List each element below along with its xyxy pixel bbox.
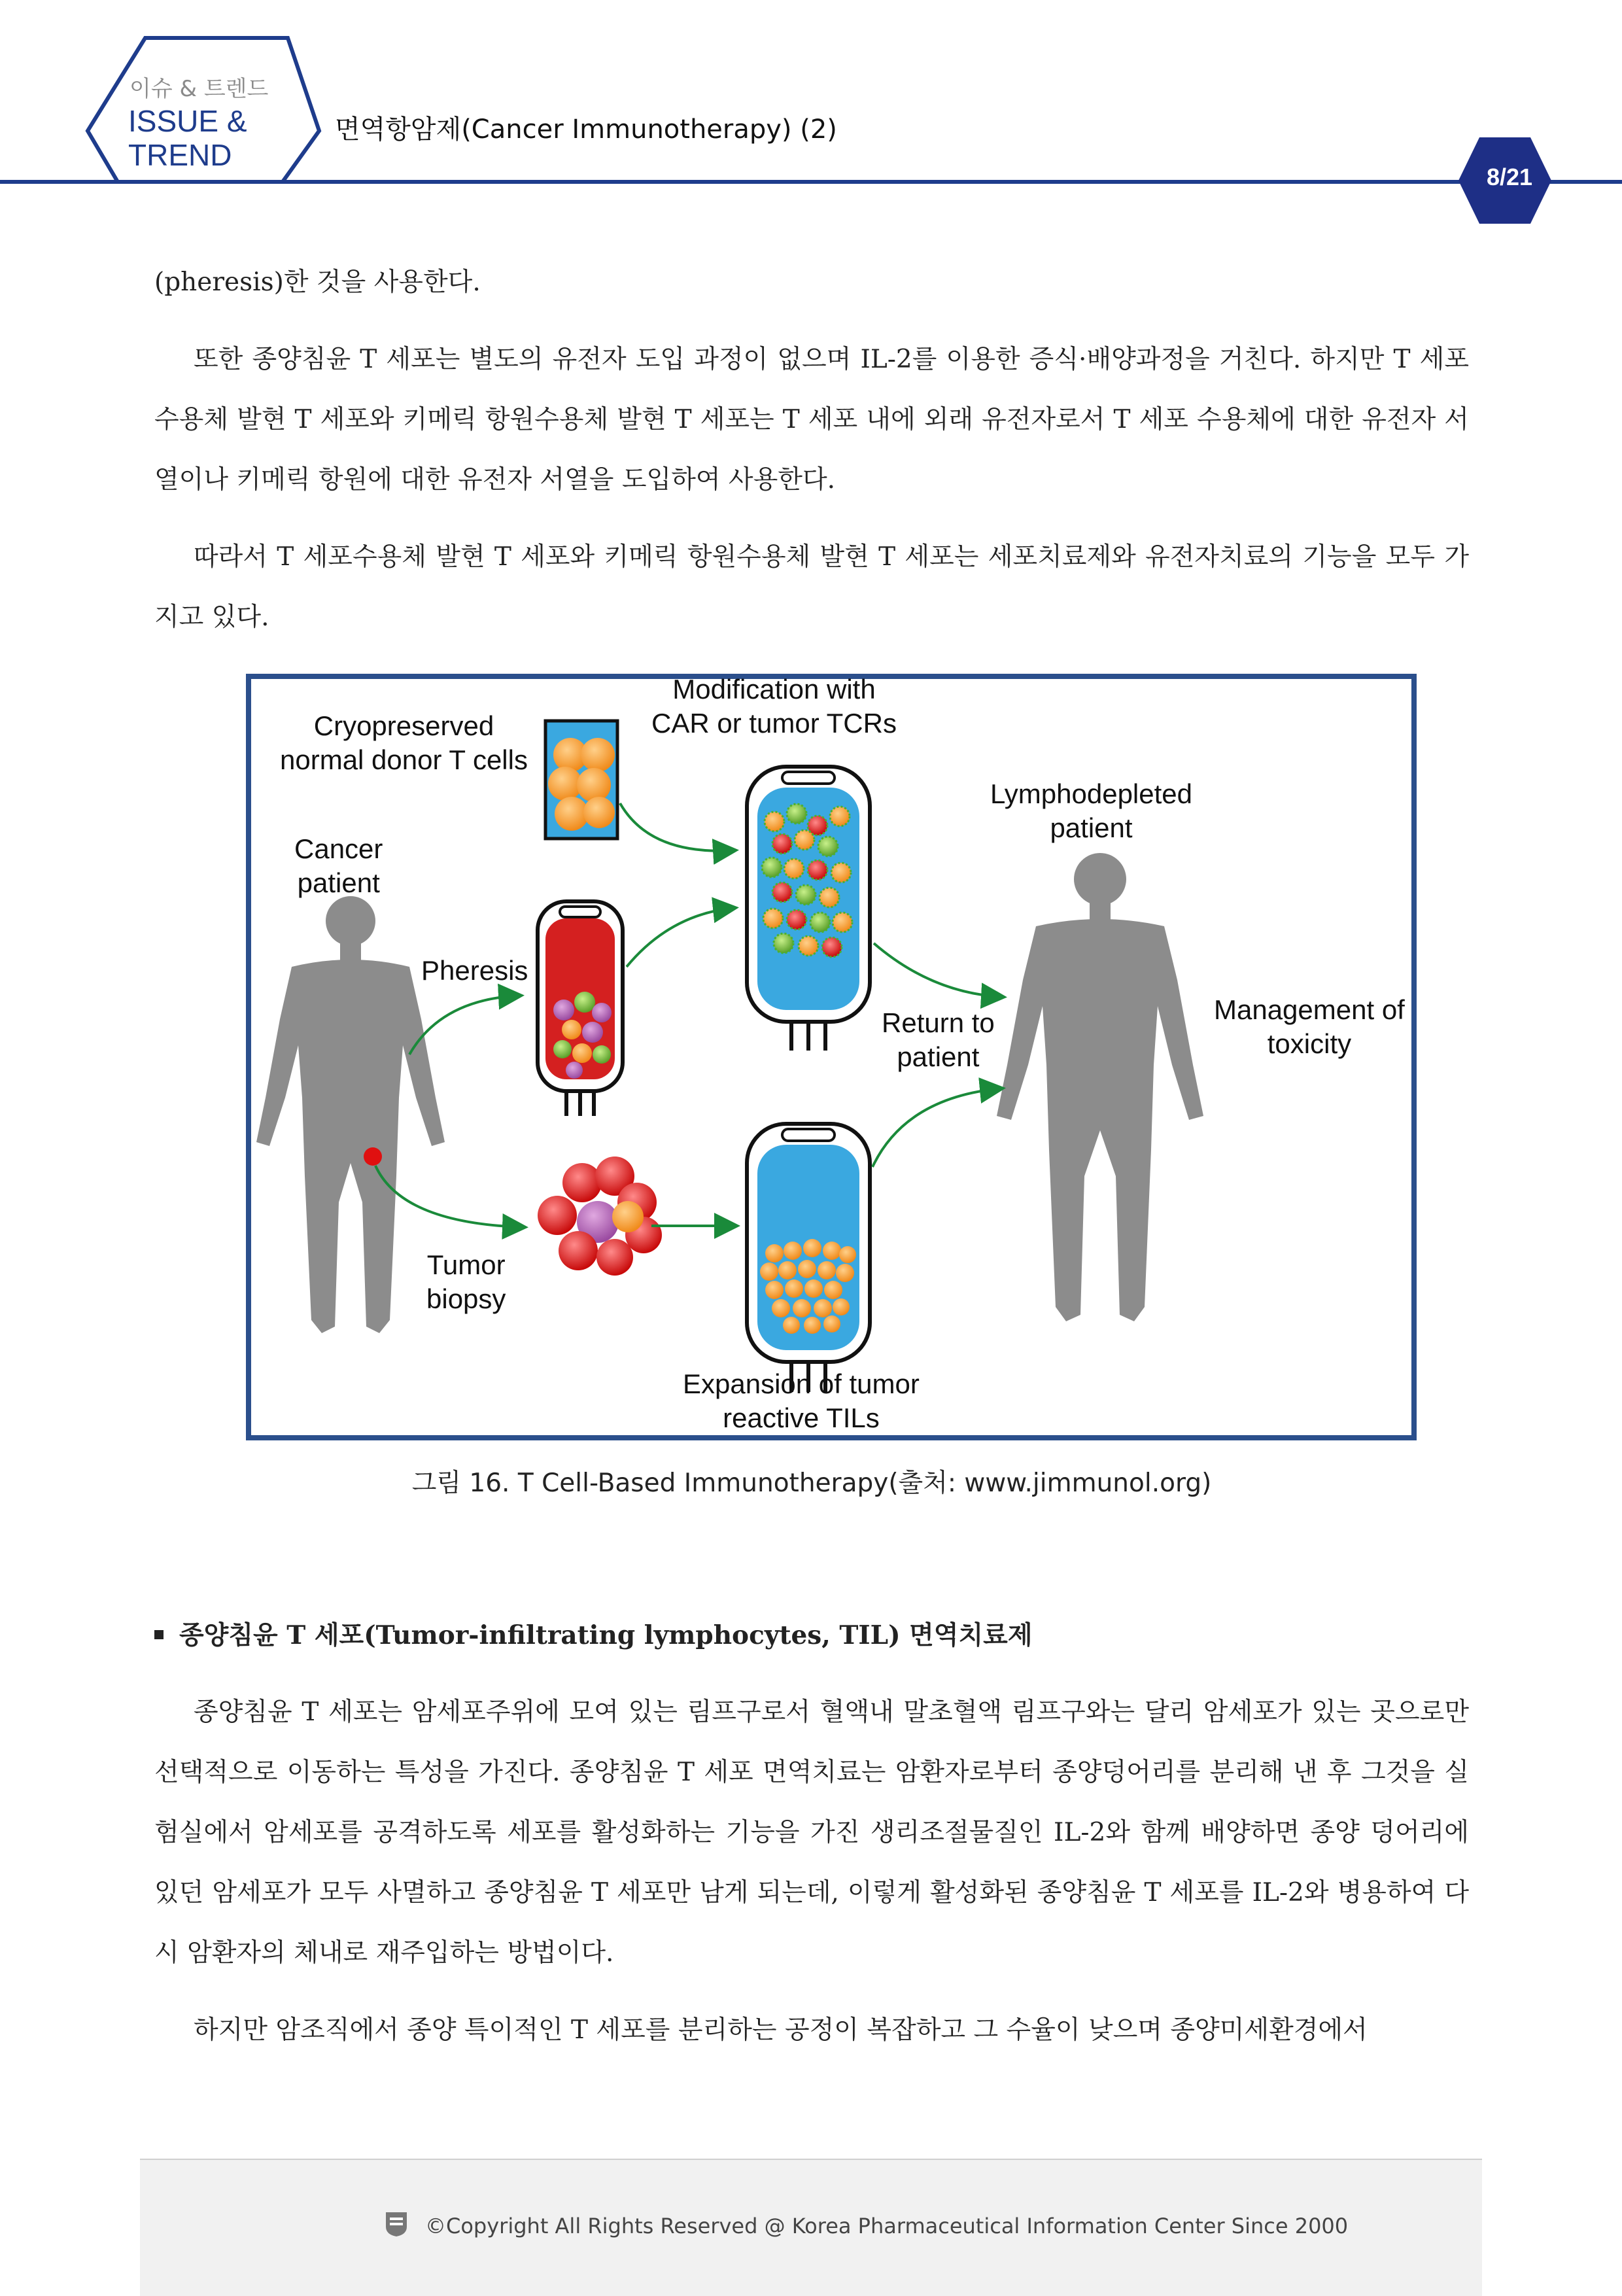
issue-trend-line1: ISSUE & <box>128 104 247 138</box>
label-return: Return to patient <box>882 1007 995 1072</box>
lymphodepleted-patient-silhouette <box>997 853 1203 1321</box>
cryopreserved-cells-box <box>545 721 617 839</box>
paragraph: 따라서 T 세포수용체 발현 T 세포와 키메릭 항원수용체 발현 T 세포는 세포치료제와 유전자치료의 기능을 모두 가지고 있다. <box>154 542 1469 632</box>
label-lymphodepleted: Lymphodepleted patient <box>990 778 1193 843</box>
tumor-site-dot <box>364 1147 382 1166</box>
paragraph: 종양침윤 T 세포는 암세포주위에 모여 있는 림프구로서 혈액내 말초혈액 림프구와는 달리 암세포가 있는 곳으로만 선택적으로 이동하는 특성을 가진다. 종양침윤 T 세포 면역치료는 암환자로부터 종양덩어리를 분리해 낸 후 그것을 실험실에서 암세포를 공격하도록 세포를 활성화하는 기능을 가진 생리조절물질인 IL-2와 함께 배양하면 종양 덩어리에 있던 암세포가 모두 사멸하고 종양침윤 T 세포만 남게 되는데, 이렇게 활성화된 종양침윤 T 세포를 IL-2와 병용하여 다시 암환자의 체내로 재주입하는 방법이다. <box>154 1697 1469 1968</box>
label-cancer-patient: Cancer patient <box>294 833 383 898</box>
body-top <box>154 252 1469 665</box>
kpic-logo-icon <box>385 2211 408 2237</box>
paragraph: 하지만 암조직에서 종양 특이적인 T 세포를 분리하는 공정이 복잡하고 그 수율이 낮으며 종양미세환경에서 <box>194 2015 1368 2045</box>
modified-t-cell-bag <box>747 767 870 1051</box>
label-management: Management of toxicity <box>1214 994 1405 1059</box>
tumor-biopsy-cluster <box>538 1157 662 1276</box>
page-number: 8/21 <box>1486 164 1533 190</box>
label-expansion: Expansion of tumor reactive TILs <box>683 1368 920 1433</box>
footer-copyright: ©Copyright All Rights Reserved @ Korea Pharmaceutical Information Center Since 2000 <box>425 2214 1349 2238</box>
issue-trend-korean: 이슈 & 트렌드 <box>129 76 269 102</box>
document-title: 면역항암제(Cancer Immunotherapy) (2) <box>335 114 837 145</box>
label-cryopreserved: Cryopreserved normal donor T cells <box>280 710 528 775</box>
label-pheresis: Pheresis <box>421 955 528 986</box>
label-modification: Modification with CAR or tumor TCRs <box>651 674 897 739</box>
pheresis-blood-bag <box>538 901 623 1116</box>
body-section <box>154 1605 1469 2078</box>
issue-trend-line2: TREND <box>128 138 232 172</box>
cancer-patient-silhouette <box>256 896 445 1333</box>
figure-caption: 그림 16. T Cell-Based Immunotherapy(출처: www.jimmunol.org) <box>411 1469 1212 1498</box>
paragraph: 또한 종양침윤 T 세포는 별도의 유전자 도입 과정이 없으며 IL-2를 이용한 증식·배양과정을 거친다. 하지만 T 세포수용체 발현 T 세포와 키메릭 항원수용체 발현 T 세포는 T 세포 내에 외래 유전자로서 T 세포 수용체에 대한 유전자 서열이나 키메릭 항원에 대한 유전자 서열을 도입하여 사용한다. <box>154 345 1469 495</box>
label-tumor-biopsy: Tumor biopsy <box>426 1249 506 1314</box>
figure-t-cell-immunotherapy <box>246 674 1417 1440</box>
paragraph-continuation: (pheresis)한 것을 사용한다. <box>154 268 481 297</box>
section-heading: 종양침윤 T 세포(Tumor-infiltrating lymphocytes, TIL) 면역치료제 <box>154 1605 1469 1665</box>
bullet-icon <box>154 1630 164 1639</box>
til-expansion-bag <box>747 1124 870 1392</box>
